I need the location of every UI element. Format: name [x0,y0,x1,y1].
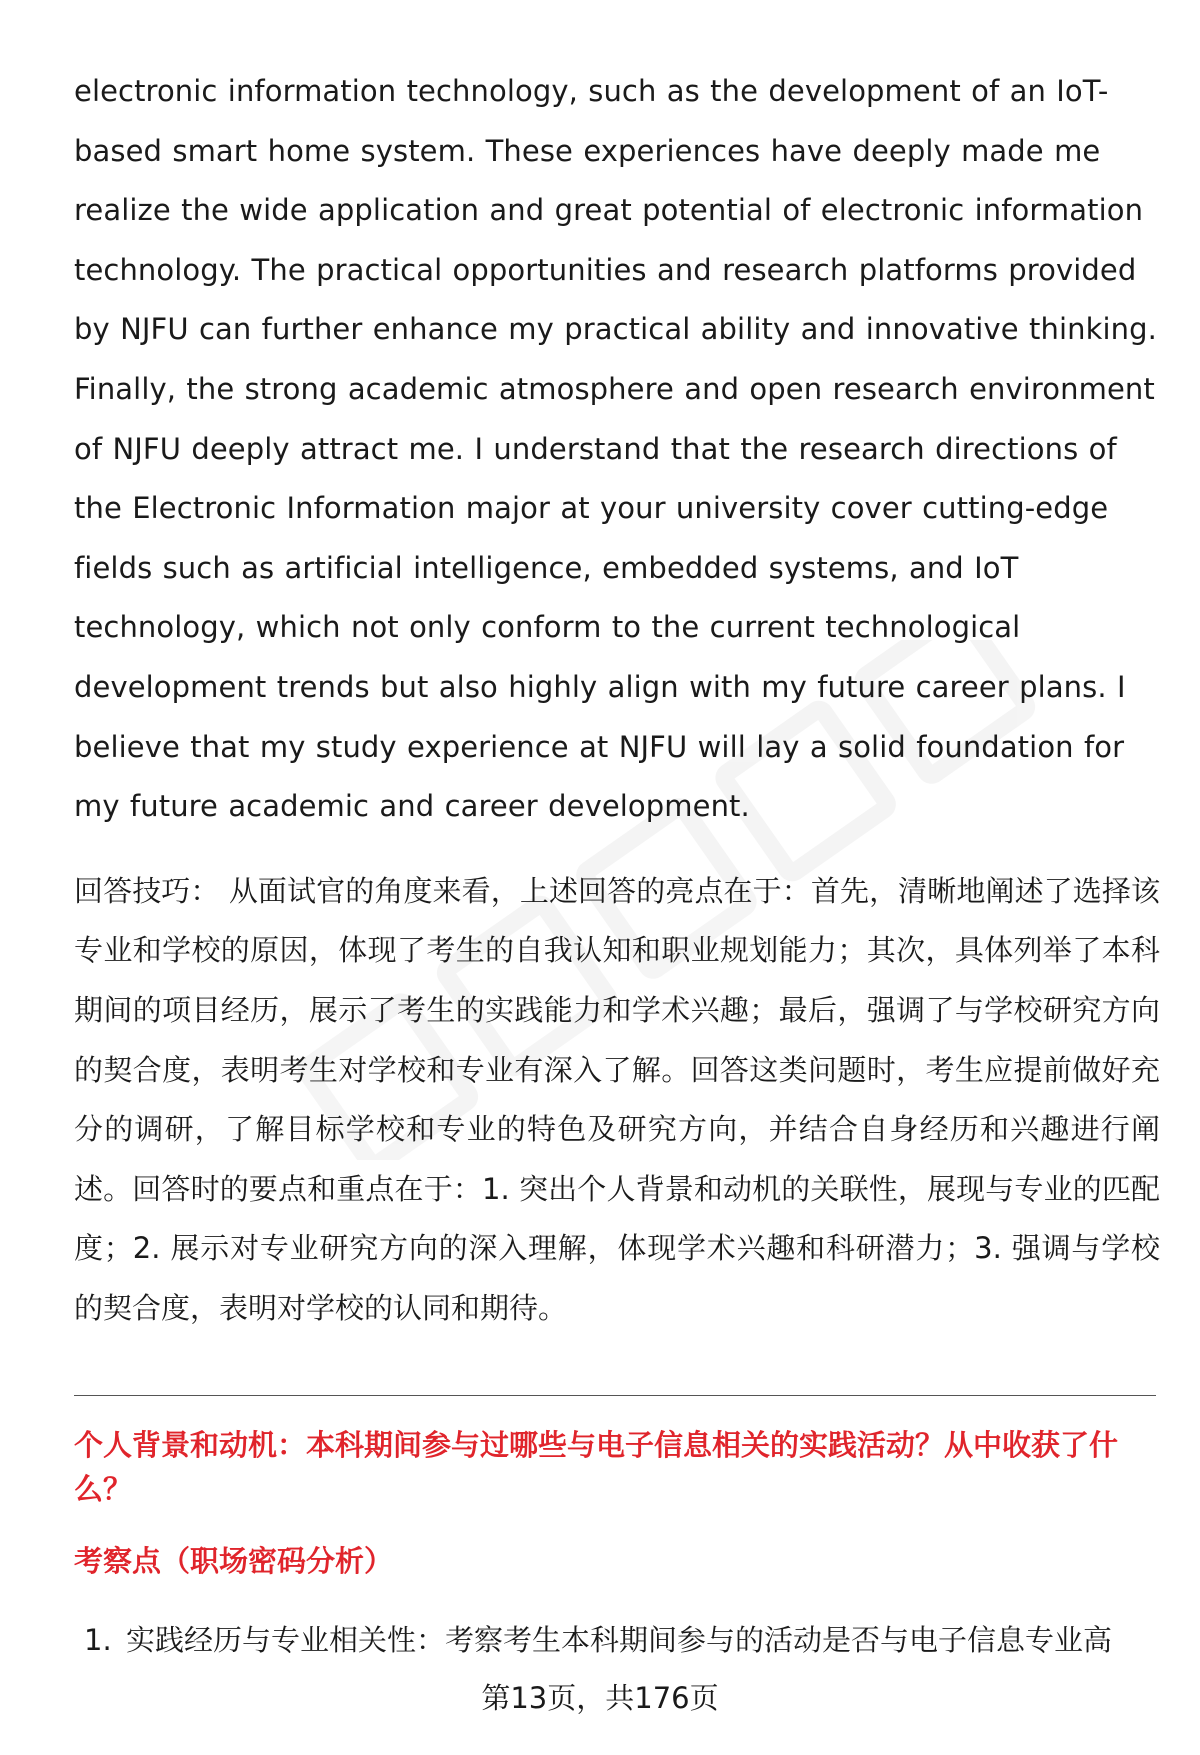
answer-tips-paragraph: 回答技巧： 从面试官的角度来看，上述回答的亮点在于：首先，清晰地阐述了选择该专业和学校的原因，体现了考生的自我认知和职业规划能力；其次，具体列举了本科期间的项目经历，展示了考生的实践能力和学术兴趣；最后，强调了与学校研究方向的契合度，表明考生对学校和专业有深入了解。回答这类问题时，考生应提前做好充分的调研，了解目标学校和专业的特色及研究方向，并结合自身经历和兴趣进行阐述。回答时的要点和重点在于：1. 突出个人背景和动机的关联性，展现与专业的匹配度；2. 展示对专业研究方向的深入理解，体现学术兴趣和科研潜力；3. 强调与学校的契合度，表明对学校的认同和期待。 [74,873,1160,1325]
question-heading: 个人背景和动机：本科期间参与过哪些与电子信息相关的实践活动？从中收获了什么？ [74,1428,1119,1506]
page-number: 第13页，共176页 [481,1681,719,1715]
list-item-number: 1. [84,1623,112,1657]
main-content [74,62,1160,1338]
assessment-points-heading: 考察点（职场密码分析） [74,1544,394,1578]
english-answer-paragraph: electronic information technology, such as the development of an IoT-based smart home system. These experiences have deeply made me realize the wide application and great potential of electronic information technology. The practical opportunities and research platforms provided by NJFU can further enhance my practical ability and innovative thinking. Finally, the strong academic atmosphere and open research environment of NJFU deeply attract me. I understand that the research directions of the Electronic Information major at your university cover cutting-edge fields such as artificial intelligence, embedded systems, and IoT technology, which not only conform to the current technological development trends but also highly align with my future career plans. I believe that my study experience at NJFU will lay a solid foundation for my future academic and career development. [74,74,1157,824]
section-divider [74,1395,1156,1396]
list-item [84,1618,1160,1662]
list-item-text: 实践经历与专业相关性：考察考生本科期间参与的活动是否与电子信息专业高 [126,1623,1113,1657]
